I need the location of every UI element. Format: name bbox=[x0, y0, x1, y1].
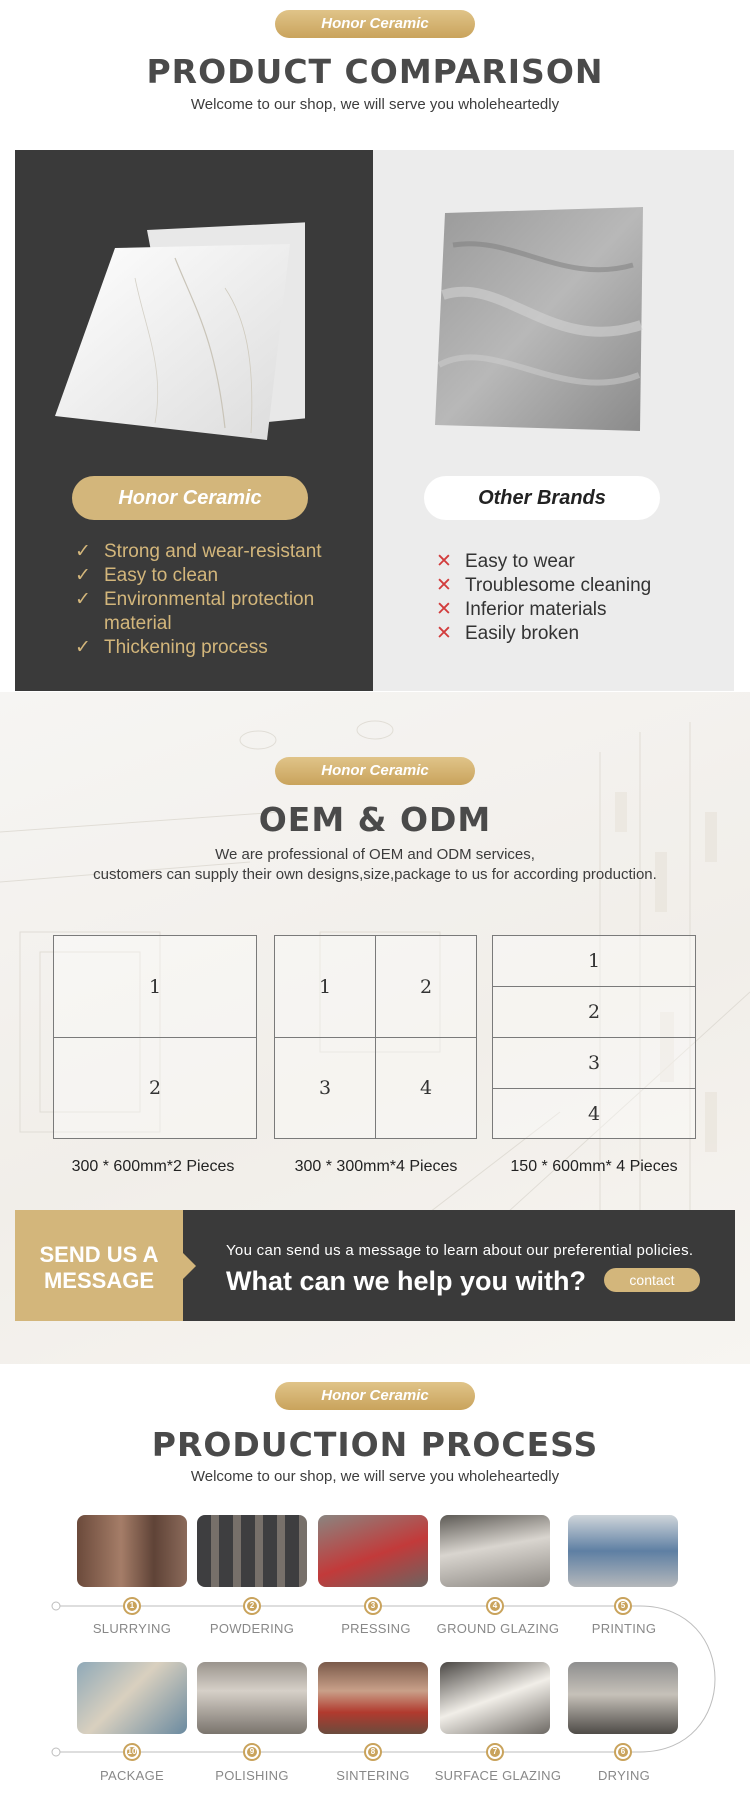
layout-size-label: 300 * 300mm*4 Pieces bbox=[294, 1158, 458, 1175]
honor-label: Honor Ceramic bbox=[72, 476, 308, 520]
comparison-title: PRODUCT COMPARISON bbox=[146, 52, 604, 91]
layout-cell: 1 bbox=[492, 935, 696, 987]
oem-title: OEM & ODM bbox=[258, 800, 492, 839]
layout-cell: 4 bbox=[375, 1037, 477, 1139]
step-node: 1 bbox=[123, 1597, 141, 1615]
process-photo-printing bbox=[568, 1515, 678, 1587]
list-item: ✕ Easily broken bbox=[433, 622, 713, 646]
other-tile-image bbox=[433, 205, 653, 435]
process-photo-ground-glazing bbox=[440, 1515, 550, 1587]
step-node: 5 bbox=[614, 1597, 632, 1615]
oem-desc-line1: We are professional of OEM and ODM services, bbox=[215, 846, 535, 863]
check-icon: ✓ bbox=[75, 565, 91, 586]
step-label: GROUND GLAZING bbox=[436, 1621, 560, 1636]
comparison-subtitle: Welcome to our shop, we will serve you wholeheartedly bbox=[190, 96, 560, 113]
layout-size-label: 150 * 600mm* 4 Pieces bbox=[510, 1158, 678, 1175]
step-label: PACKAGE bbox=[100, 1768, 164, 1783]
process-photo-slurrying bbox=[77, 1515, 187, 1587]
check-icon: ✓ bbox=[75, 541, 91, 562]
process-photo-pressing bbox=[318, 1515, 428, 1587]
layout-cell: 2 bbox=[53, 1037, 257, 1139]
layout-2-pieces bbox=[53, 935, 257, 1139]
step-node: 3 bbox=[364, 1597, 382, 1615]
step-node: 9 bbox=[243, 1743, 261, 1761]
list-item: ✓ Strong and wear-resistant bbox=[72, 540, 362, 564]
process-photo-sintering bbox=[318, 1662, 428, 1734]
layout-cell: 2 bbox=[375, 935, 477, 1038]
process-subtitle: Welcome to our shop, we will serve you wholeheartedly bbox=[190, 1468, 560, 1485]
step-node: 7 bbox=[486, 1743, 504, 1761]
layout-cell: 3 bbox=[274, 1037, 376, 1139]
process-photo-surface-glazing bbox=[440, 1662, 550, 1734]
other-label: Other Brands bbox=[424, 476, 660, 520]
check-icon: ✓ bbox=[75, 589, 91, 610]
step-node: 10 bbox=[123, 1743, 141, 1761]
list-item: ✓ Environmental protection material bbox=[72, 588, 362, 636]
oem-badge: Honor Ceramic bbox=[275, 757, 475, 785]
list-item: ✕ Easy to wear bbox=[433, 550, 713, 574]
cross-icon: ✕ bbox=[436, 623, 452, 644]
step-label: POLISHING bbox=[215, 1768, 289, 1783]
process-photo-package bbox=[77, 1662, 187, 1734]
send-message-line2: MESSAGE bbox=[43, 1268, 155, 1293]
comparison-badge: Honor Ceramic bbox=[275, 10, 475, 38]
process-photo-polishing bbox=[197, 1662, 307, 1734]
message-banner bbox=[183, 1210, 735, 1321]
contact-button[interactable]: contact bbox=[604, 1268, 700, 1292]
process-photo-powdering bbox=[197, 1515, 307, 1587]
layout-4-squares bbox=[274, 935, 477, 1139]
list-item: ✓ Thickening process bbox=[72, 636, 362, 660]
arrow-right-icon bbox=[183, 1253, 196, 1279]
step-label: SINTERING bbox=[336, 1768, 410, 1783]
check-icon: ✓ bbox=[75, 637, 91, 658]
message-big-text: What can we help you with? bbox=[226, 1266, 587, 1296]
other-features bbox=[433, 550, 713, 646]
step-label: PRINTING bbox=[591, 1621, 657, 1636]
step-node: 6 bbox=[614, 1743, 632, 1761]
layout-cell: 4 bbox=[492, 1088, 696, 1139]
layout-cell: 1 bbox=[53, 935, 257, 1038]
layout-cell: 3 bbox=[492, 1037, 696, 1089]
list-item: ✓ Easy to clean bbox=[72, 564, 362, 588]
step-node: 8 bbox=[364, 1743, 382, 1761]
list-item: ✕ Troublesome cleaning bbox=[433, 574, 713, 598]
send-message-line1: SEND US A bbox=[39, 1242, 159, 1267]
layout-cell: 2 bbox=[492, 986, 696, 1038]
step-label: SLURRYING bbox=[92, 1621, 172, 1636]
step-label: DRYING bbox=[597, 1768, 651, 1783]
list-item: ✕ Inferior materials bbox=[433, 598, 713, 622]
step-label: PRESSING bbox=[341, 1621, 411, 1636]
cross-icon: ✕ bbox=[436, 551, 452, 572]
other-panel bbox=[373, 150, 734, 691]
honor-panel bbox=[15, 150, 373, 691]
oem-desc-line2: customers can supply their own designs,size,package to us for according production. bbox=[93, 866, 657, 883]
process-photo-drying bbox=[568, 1662, 678, 1734]
process-title: PRODUCTION PROCESS bbox=[151, 1425, 599, 1464]
layout-cell: 1 bbox=[274, 935, 376, 1038]
honor-features bbox=[72, 540, 362, 660]
step-node: 2 bbox=[243, 1597, 261, 1615]
step-label: POWDERING bbox=[209, 1621, 295, 1636]
cross-icon: ✕ bbox=[436, 575, 452, 596]
layout-size-label: 300 * 600mm*2 Pieces bbox=[71, 1158, 235, 1175]
step-node: 4 bbox=[486, 1597, 504, 1615]
send-message-block bbox=[15, 1210, 183, 1321]
message-small-text: You can send us a message to learn about our preferential policies. bbox=[226, 1242, 694, 1259]
layout-4-strips bbox=[492, 935, 696, 1139]
honor-tile-image bbox=[55, 218, 305, 448]
cross-icon: ✕ bbox=[436, 599, 452, 620]
process-badge: Honor Ceramic bbox=[275, 1382, 475, 1410]
step-label: SURFACE GLAZING bbox=[434, 1768, 562, 1783]
